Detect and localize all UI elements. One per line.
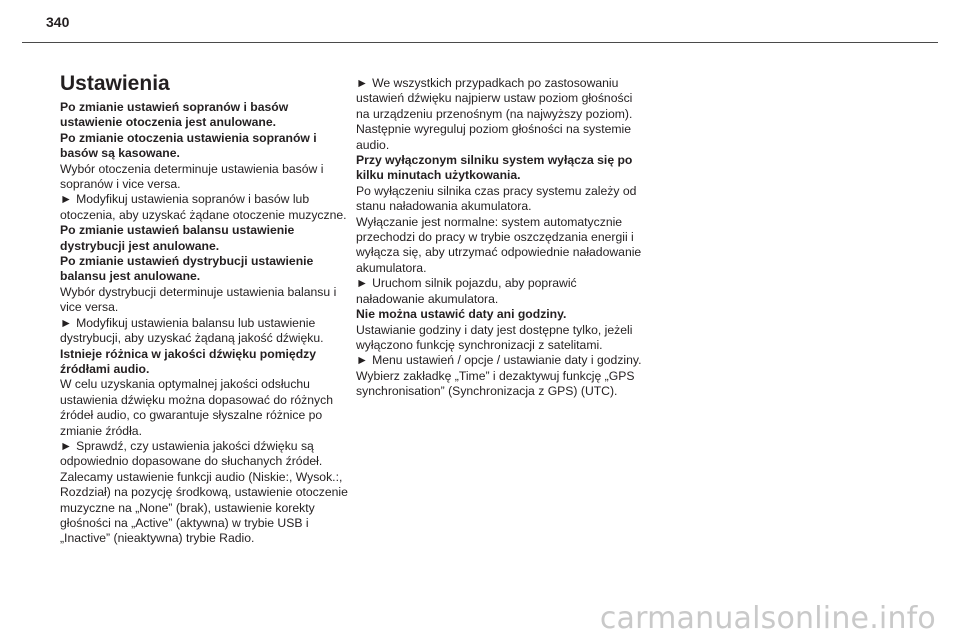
instruction-step [356, 276, 646, 307]
paragraph-text: Po zmianie ustawień dystrybucji ustawienie balansu jest anulowane. [60, 254, 314, 284]
bold-note [60, 131, 350, 162]
right-column [356, 76, 646, 400]
paragraph-text: Ustawianie godziny i daty jest dostępne tylko, jeżeli wyłączono funkcję synchronizacji z satelitami. [356, 322, 633, 352]
body-text [356, 323, 646, 354]
bold-note [60, 223, 350, 254]
right-column-body [356, 76, 646, 400]
paragraph-text: Uruchom silnik pojazdu, aby poprawić naładowanie akumulatora. [356, 276, 577, 306]
paragraph-text: Przy wyłączonym silniku system wyłącza się po kilku minutach użytkowania. [356, 153, 633, 183]
instruction-step [60, 192, 350, 223]
bold-note [60, 347, 350, 378]
instruction-step [356, 353, 646, 399]
paragraph-text: Wyłączanie jest normalne: system automatycznie przechodzi do pracy w trybie oszczędzania energii i wyłącza się, aby utrzymać odpowiednie naładowanie akumulatora. [356, 214, 642, 275]
arrow-bullet-icon: ► [356, 353, 369, 368]
paragraph-text: Nie można ustawić daty ani godziny. [356, 307, 567, 322]
bold-note [60, 254, 350, 285]
left-column-body [60, 100, 350, 547]
arrow-bullet-icon: ► [60, 192, 73, 207]
section-title: Ustawienia [60, 72, 170, 95]
left-column [60, 72, 350, 547]
paragraph-text: Menu ustawień / opcje / ustawianie daty i godziny. Wybierz zakładkę „Time” i dezaktywuj funkcję „GPS synchronisation” (Synchronizacja z GPS) (UTC). [356, 353, 642, 399]
arrow-bullet-icon: ► [60, 438, 73, 453]
body-text [356, 184, 646, 215]
paragraph-text: We wszystkich przypadkach po zastosowaniu ustawień dźwięku najpierw ustaw poziom głośności na urządzeniu przenośnym (na najwyższy poziom). Następnie wyreguluj poziom głośności na systemie audio. [356, 76, 633, 152]
body-text [60, 285, 350, 316]
instruction-step [60, 316, 350, 347]
paragraph-text: Sprawdź, czy ustawienia jakości dźwięku są odpowiednio dopasowane do słuchanych źródeł. Zalecamy ustawienie funkcji audio (Niskie:, Wysok.:, Rozdział) na pozycję środkową, ustawienie otoczenie muzyczne na „None” (brak), ustawienie korekty głośności na „Active” (aktywna) w trybie USB i „Inactive” (nieaktywna) trybie Radio. [60, 438, 348, 546]
page-number: 340 [46, 14, 70, 30]
instruction-step [356, 76, 646, 153]
bold-note [356, 307, 646, 322]
paragraph-text: W celu uzyskania optymalnej jakości odsłuchu ustawienia dźwięku można dopasować do różnych źródeł audio, co gwarantuje słyszalne różnice po zmianie źródła. [60, 377, 334, 438]
body-text [60, 377, 350, 439]
instruction-step [60, 439, 350, 547]
paragraph-text: Modyfikuj ustawienia sopranów i basów lub otoczenia, aby uzyskać żądane otoczenie muzyczne. [60, 192, 347, 222]
paragraph-text: Wybór dystrybucji determinuje ustawienia balansu i vice versa. [60, 284, 337, 315]
body-text [60, 162, 350, 193]
paragraph-text: Modyfikuj ustawienia balansu lub ustawienie dystrybucji, aby uzyskać żądaną jakość dźwięku. [60, 315, 324, 346]
paragraph-text: Wybór otoczenia determinuje ustawienia basów i sopranów i vice versa. [60, 161, 324, 192]
arrow-bullet-icon: ► [60, 315, 73, 330]
body-text [356, 215, 646, 277]
bold-note [60, 100, 350, 131]
arrow-bullet-icon: ► [356, 76, 369, 90]
header-divider [22, 42, 938, 43]
paragraph-text: Po wyłączeniu silnika czas pracy systemu zależy od stanu naładowania akumulatora. [356, 183, 637, 214]
paragraph-text: Po zmianie ustawień sopranów i basów ustawienie otoczenia jest anulowane. [60, 100, 289, 130]
paragraph-text: Po zmianie ustawień balansu ustawienie dystrybucji jest anulowane. [60, 223, 295, 253]
paragraph-text: Po zmianie otoczenia ustawienia sopranów i basów są kasowane. [60, 130, 317, 161]
paragraph-text: Istnieje różnica w jakości dźwięku pomiędzy źródłami audio. [60, 346, 317, 376]
bold-note [356, 153, 646, 184]
arrow-bullet-icon: ► [356, 276, 369, 291]
watermark: carmanualsonline.info [599, 601, 936, 636]
